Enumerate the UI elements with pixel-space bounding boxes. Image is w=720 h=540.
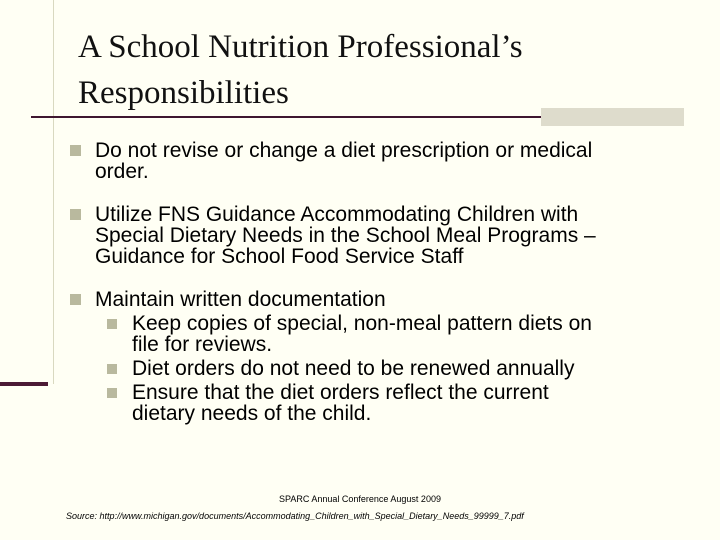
- square-bullet-icon: [70, 294, 81, 305]
- source-citation: Source: http://www.michigan.gov/documents/Accommodating_Children_with_Special_Dietary_Needs_99999_7.pdf: [66, 511, 524, 521]
- bullet-1-line-2: order.: [95, 160, 149, 183]
- decorative-left-bar: [0, 382, 48, 386]
- bullet-2-line-1: Utilize FNS Guidance Accommodating Children with: [95, 203, 579, 226]
- square-bullet-icon: [107, 319, 117, 329]
- sub-bullet-item-1: [70, 313, 700, 355]
- square-bullet-icon: [70, 145, 81, 156]
- sub-bullet-1-line-2: file for reviews.: [132, 333, 273, 356]
- slide-title-line-1: A School Nutrition Professional’s: [78, 29, 523, 65]
- sub-bullet-2-line-1: Diet orders do not need to be renewed annually: [132, 357, 575, 380]
- sub-bullet-item-2: [70, 358, 700, 379]
- bullet-item-3: [70, 289, 700, 310]
- decorative-vertical-line: [53, 0, 54, 384]
- bullet-item-1: [70, 140, 700, 182]
- bullet-2-line-3: Guidance for School Food Service Staff: [95, 245, 464, 268]
- sub-bullet-1-line-1: Keep copies of special, non-meal pattern diets on: [132, 312, 592, 335]
- sub-bullet-3-line-1: Ensure that the diet orders reflect the current: [132, 381, 549, 404]
- bullet-item-2: [70, 204, 700, 267]
- sub-bullet-item-3: [70, 382, 700, 424]
- bullet-2-line-2: Special Dietary Needs in the School Meal Programs –: [95, 224, 596, 247]
- square-bullet-icon: [107, 388, 117, 398]
- slide-title-line-2: Responsibilities: [78, 75, 289, 111]
- sub-bullet-3-line-2: dietary needs of the child.: [132, 402, 372, 425]
- square-bullet-icon: [107, 364, 117, 374]
- conference-footer: SPARC Annual Conference August 2009: [279, 494, 441, 504]
- square-bullet-icon: [70, 209, 81, 220]
- bullet-3-line-1: Maintain written documentation: [95, 288, 386, 311]
- bullet-list: [70, 140, 700, 424]
- slide-title: [78, 24, 678, 116]
- bullet-1-line-1: Do not revise or change a diet prescription or medical: [95, 139, 593, 162]
